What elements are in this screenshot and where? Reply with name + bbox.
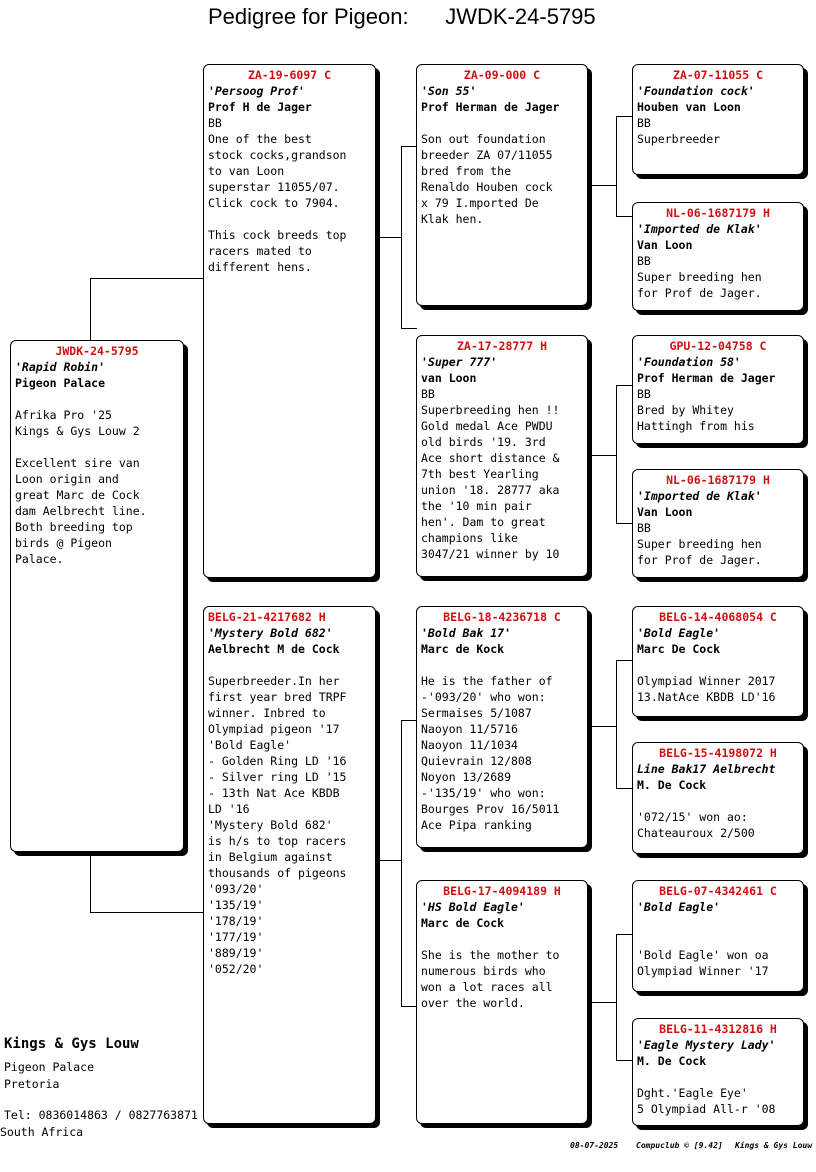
ring-number: BELG-15-4198072 H [659,746,777,760]
note-line: Dght.'Eagle Eye' [637,1086,748,1100]
ring-number: BELG-17-4094189 H [443,884,561,898]
ring-number: BELG-14-4068054 C [659,610,777,624]
ring-number: ZA-09-000 C [463,68,541,82]
note-line: winner. Inbred to [208,706,326,720]
note-line [208,211,371,227]
color-code [637,793,799,809]
color-code: BB [421,387,435,401]
connector [616,116,617,216]
color-code [421,931,583,947]
pigeon-card-dam-dam[interactable] [416,880,588,1124]
note-line: '135/19' [208,898,264,912]
telephone: Tel: 0836014863 / 0827763871 [4,1108,198,1122]
connector [90,852,91,912]
pigeon-name: 'Son 55' [421,84,477,98]
pigeon-name: 'Persoog Prof' [208,84,305,98]
connector [401,146,402,328]
connector [616,385,617,523]
connector [616,788,632,789]
note-line: the '10 min pair [421,499,532,513]
pigeon-name: 'Super 777' [421,355,498,369]
note-line: superstar 11055/07. [208,180,340,194]
connector [616,116,632,117]
pigeon-card-sdd[interactable] [632,469,804,578]
title-ring: JWDK-24-5795 [445,4,596,29]
ring-number: ZA-19-6097 C [247,68,332,82]
connector [90,912,204,913]
note-line: '052/20' [208,962,264,976]
pigeon-card-dam[interactable] [203,606,376,1124]
note-line: Superbreeding hen !! [421,403,560,417]
note-line: 13.NatAce KBDB LD'16 [637,690,776,704]
pigeon-name: 'Bold Eagle' [637,900,721,914]
note-line: bred from the [421,164,512,178]
connector [401,720,417,721]
ring-number: GPU-12-04758 C [669,339,767,353]
note-line: birds @ Pigeon [15,536,112,550]
note-line: LD '16 [208,802,250,816]
owner: van Loon [421,371,477,385]
note-line: Naoyon 11/5716 [421,722,518,736]
connector [90,278,204,279]
note-line: '177/19' [208,930,264,944]
title-label: Pedigree for Pigeon: [208,4,409,29]
connector [616,660,617,788]
note-line: to van Loon [208,164,285,178]
connector [401,720,402,1006]
note-line: great Marc de Cock [15,488,140,502]
note-line: Kings & Gys Louw 2 [15,424,140,438]
loft-name: Pigeon Palace [4,1060,95,1074]
ring-number: BELG-18-4236718 C [443,610,561,624]
note-line: Chateauroux 2/500 [637,826,755,840]
pigeon-name: 'Foundation 58' [637,355,741,369]
pigeon-name: 'Imported de Klak' [637,222,762,236]
note-line [15,391,179,407]
note-line: - Golden Ring LD '16 [208,754,347,768]
ring-number: BELG-21-4217682 H [208,610,326,624]
note-line: Gold medal Ace PWDU [421,419,553,433]
pigeon-card-sire-sire[interactable] [416,64,588,306]
pigeon-card-dam-sire[interactable] [416,606,588,848]
note-line: in Belgium against [208,850,333,864]
note-line: Hattingh from his [637,419,755,433]
pigeon-card-sds[interactable] [632,335,804,444]
color-code: BB [208,116,222,130]
note-line: Sermaises 5/1087 [421,706,532,720]
note-line: Palace. [15,552,64,566]
note-line [15,439,179,455]
note-line: She is the mother to [421,948,560,962]
note-line: for Prof de Jager. [637,553,762,567]
connector [401,146,417,147]
note-line: Bred by Whitey [637,403,734,417]
note-line: Both breeding top [15,520,133,534]
note-line: '093/20' [208,882,264,896]
pigeon-name: 'Foundation cock' [637,84,755,98]
owner: Prof Herman de Jager [637,371,776,385]
software-credit: Compuclub © [9.42] [636,1141,723,1150]
color-code [637,657,799,673]
pigeon-name: Line Bak17 Aelbrecht [637,762,776,776]
ring-number: JWDK-24-5795 [55,344,139,358]
color-code: BB [637,116,651,130]
note-line: over the world. [421,996,525,1010]
note-line: Afrika Pro '25 [15,408,112,422]
note-line: He is the father of [421,674,553,688]
color-code [637,915,799,931]
connector [401,1006,417,1007]
note-line: 5 Olympiad All-r '08 [637,1102,776,1116]
note-line: dam Aelbrecht line. [15,504,147,518]
note-line [637,931,799,947]
note-line: Super breeding hen [637,270,762,284]
pigeon-card-ssd[interactable] [632,202,804,311]
note-line: Quievrain 12/808 [421,754,532,768]
pigeon-card-subject[interactable] [10,340,184,852]
owner: Aelbrecht M de Cock [208,642,340,656]
pigeon-name: 'Bold Bak 17' [421,626,512,640]
note-line: is h/s to top racers [208,834,347,848]
owner: Pigeon Palace [15,376,106,390]
note-line: stock cocks,grandson [208,148,347,162]
country: South Africa [0,1125,84,1139]
owner: Prof H de Jager [208,100,312,114]
note-line: One of the best [208,132,312,146]
note-line: Bourges Prov 16/5011 [421,802,560,816]
pigeon-name: 'Eagle Mystery Lady' [637,1038,776,1052]
connector [616,660,632,661]
pigeon-card-dsd[interactable] [632,742,804,854]
note-line: union '18. 28777 aka [421,483,560,497]
page-title [208,4,596,30]
color-code: BB [637,387,651,401]
ring-number: NL-06-1687179 H [666,206,770,220]
note-line: -'093/20' who won: [421,690,546,704]
note-line: '178/19' [208,914,264,928]
pigeon-card-dds[interactable] [632,880,804,992]
ring-number: BELG-11-4312816 H [659,1022,777,1036]
note-line: old birds '19. 3rd [421,435,546,449]
connector [588,185,616,186]
note-line: numerous birds who [421,964,546,978]
owner: M. De Cock [637,778,707,792]
connector [616,934,632,935]
user-credit: Kings & Gys Louw [735,1141,813,1150]
note-line: Ace Pipa ranking [421,818,532,832]
owner: Houben van Loon [637,100,741,114]
note-line: Super breeding hen [637,537,762,551]
connector [616,1060,632,1061]
note-line: Naoyon 11/1034 [421,738,518,752]
note-line: Olympiad Winner '17 [637,964,769,978]
note-line: Noyon 13/2689 [421,770,512,784]
note-line: Ace short distance & [421,451,560,465]
note-line: '889/19' [208,946,264,960]
connector [376,237,401,238]
note-line: Olympiad pigeon '17 [208,722,340,736]
color-code [208,657,371,673]
pigeon-card-sss[interactable] [632,64,804,175]
breeder-name: Kings & Gys Louw [4,1036,139,1052]
note-line: Click cock to 7904. [208,196,340,210]
ring-number: NL-06-1687179 H [666,473,770,487]
owner: Marc de Kock [421,642,505,656]
pigeon-name: 'Rapid Robin' [15,360,106,374]
pigeon-name: 'HS Bold Eagle' [421,900,525,914]
note-line: thousands of pigeons [208,866,347,880]
note-line: Superbreeder.In her [208,674,340,688]
note-line: Renaldo Houben cock [421,180,553,194]
note-line: Excellent sire van [15,456,140,470]
print-date: 08-07-2025 [570,1141,619,1150]
note-line: Superbreeder [637,132,721,146]
note-line: Loon origin and [15,472,119,486]
note-line: champions like [421,531,518,545]
connector [588,455,616,456]
note-line: This cock breeds top [208,228,347,242]
note-line: x 79 I.mported De [421,196,539,210]
note-line: for Prof de Jager. [637,286,762,300]
connector [616,385,632,386]
owner: Van Loon [637,505,693,519]
note-line: Klak hen. [421,212,484,226]
color-code: BB [637,254,651,268]
note-line: breeder ZA 07/11055 [421,148,553,162]
note-line: racers mated to [208,244,312,258]
connector [616,523,632,524]
color-code: BB [637,521,651,535]
connector [90,278,91,340]
owner: Prof Herman de Jager [421,100,560,114]
ring-number: ZA-07-11055 C [672,68,763,82]
note-line: Olympiad Winner 2017 [637,674,776,688]
color-code [421,115,583,131]
note-line: won a lot races all [421,980,553,994]
pigeon-card-ddd[interactable] [632,1018,804,1126]
note-line: first year bred TRPF [208,690,347,704]
color-code [637,1069,799,1085]
owner: Van Loon [637,238,693,252]
pigeon-card-dss[interactable] [632,606,804,717]
note-line: Son out foundation [421,132,546,146]
note-line: 7th best Yearling [421,467,539,481]
note-line: 'Bold Eagle' [208,738,292,752]
pigeon-card-sire[interactable] [203,64,376,578]
note-line: 'Mystery Bold 682' [208,818,333,832]
connector [616,216,632,217]
note-line: -'135/19' who won: [421,786,546,800]
note-line: - Silver ring LD '15 [208,770,347,784]
color-code [421,657,583,673]
connector [616,934,617,1060]
pigeon-card-sire-dam[interactable] [416,335,588,577]
connector [401,328,417,329]
owner: Marc de Cock [421,916,505,930]
owner: Marc De Cock [637,642,721,656]
connector [588,1002,616,1003]
pigeon-name: 'Imported de Klak' [637,489,762,503]
note-line: 3047/21 winner by 10 [421,547,560,561]
ring-number: BELG-07-4342461 C [659,884,777,898]
connector [376,860,401,861]
note-line: - 13th Nat Ace KBDB [208,786,340,800]
pigeon-name: 'Mystery Bold 682' [208,626,333,640]
pigeon-name: 'Bold Eagle' [637,626,721,640]
note-line: different hens. [208,260,312,274]
city: Pretoria [4,1077,60,1091]
note-line: '072/15' won ao: [637,810,748,824]
note-line: hen'. Dam to great [421,515,546,529]
owner: M. De Cock [637,1054,707,1068]
ring-number: ZA-17-28777 H [456,339,547,353]
note-line: 'Bold Eagle' won oa [637,948,769,962]
connector [588,726,616,727]
